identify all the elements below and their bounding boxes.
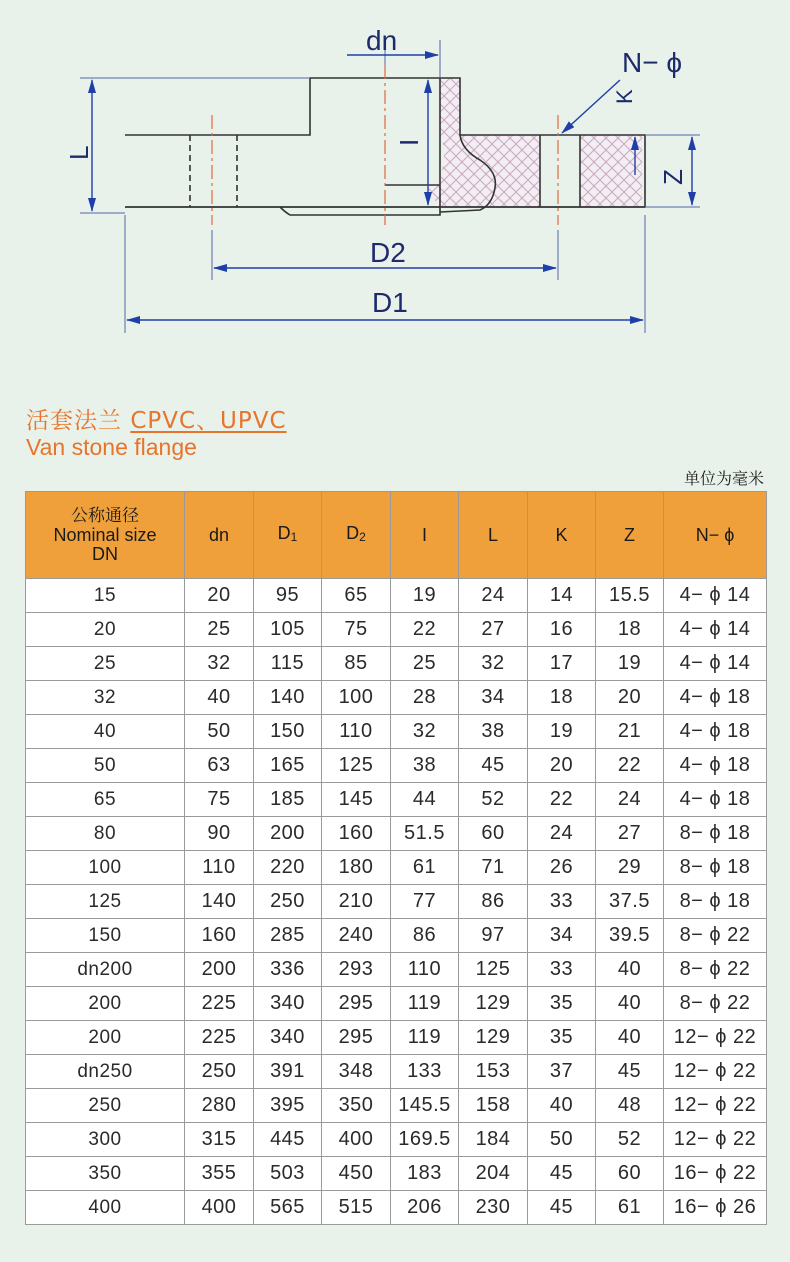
product-title-en: Van stone flange	[26, 434, 197, 460]
table-cell: 100	[26, 851, 185, 885]
table-row	[26, 783, 767, 817]
table-cell: 16− ϕ 26	[664, 1191, 767, 1225]
table-row	[26, 1021, 767, 1055]
table-cell: 8− ϕ 22	[664, 953, 767, 987]
header-d2: $D_2$	[322, 492, 391, 579]
table-cell: 160	[185, 919, 254, 953]
title-cn-prefix: 活套法兰	[26, 408, 131, 434]
table-cell: 12− ϕ 22	[664, 1089, 767, 1123]
table-row	[26, 1055, 767, 1089]
table-cell: 350	[26, 1157, 185, 1191]
table-cell: 445	[254, 1123, 322, 1157]
table-cell: 8− ϕ 18	[664, 851, 767, 885]
table-cell: 12− ϕ 22	[664, 1021, 767, 1055]
table-cell: 24	[596, 783, 664, 817]
table-cell: 29	[596, 851, 664, 885]
table-cell: 24	[528, 817, 596, 851]
table-cell: 204	[459, 1157, 528, 1191]
table-cell: 8− ϕ 18	[664, 885, 767, 919]
table-cell: 160	[322, 817, 391, 851]
table-cell: 14	[528, 579, 596, 613]
table-cell: 28	[391, 681, 459, 715]
table-cell: 206	[391, 1191, 459, 1225]
table-cell: 25	[391, 647, 459, 681]
table-cell: 33	[528, 885, 596, 919]
table-cell: 16	[528, 613, 596, 647]
product-title-cn	[26, 402, 287, 435]
table-cell: 27	[459, 613, 528, 647]
table-cell: 61	[596, 1191, 664, 1225]
table-cell: 336	[254, 953, 322, 987]
table-cell: 110	[185, 851, 254, 885]
header-l: L	[459, 492, 528, 579]
table-cell: 4− ϕ 18	[664, 681, 767, 715]
table-cell: 184	[459, 1123, 528, 1157]
table-cell: 300	[26, 1123, 185, 1157]
table-cell: 145.5	[391, 1089, 459, 1123]
table-cell: 119	[391, 1021, 459, 1055]
table-cell: 35	[528, 1021, 596, 1055]
table-cell: 51.5	[391, 817, 459, 851]
table-cell: 17	[528, 647, 596, 681]
table-cell: 230	[459, 1191, 528, 1225]
table-cell: 26	[528, 851, 596, 885]
table-cell: 180	[322, 851, 391, 885]
table-cell: 65	[322, 579, 391, 613]
table-row	[26, 749, 767, 783]
table-cell: 32	[26, 681, 185, 715]
table-cell: 4− ϕ 18	[664, 749, 767, 783]
table-cell: 395	[254, 1089, 322, 1123]
table-cell: 60	[459, 817, 528, 851]
table-cell: 200	[254, 817, 322, 851]
table-cell: 97	[459, 919, 528, 953]
label-d1: D1	[372, 287, 408, 318]
table-cell: 35	[528, 987, 596, 1021]
table-cell: 400	[322, 1123, 391, 1157]
table-cell: 355	[185, 1157, 254, 1191]
header-nominal-size	[26, 492, 185, 579]
table-row	[26, 851, 767, 885]
table-cell: 348	[322, 1055, 391, 1089]
table-cell: 565	[254, 1191, 322, 1225]
table-row	[26, 953, 767, 987]
table-cell: 140	[254, 681, 322, 715]
table-cell: 60	[596, 1157, 664, 1191]
table-cell: 40	[528, 1089, 596, 1123]
table-cell: 153	[459, 1055, 528, 1089]
table-row	[26, 1089, 767, 1123]
table-cell: 63	[185, 749, 254, 783]
table-cell: 150	[254, 715, 322, 749]
table-cell: 19	[391, 579, 459, 613]
table-cell: 37.5	[596, 885, 664, 919]
table-cell: 133	[391, 1055, 459, 1089]
table-cell: 20	[26, 613, 185, 647]
table-row	[26, 613, 767, 647]
table-cell: 48	[596, 1089, 664, 1123]
table-cell: 105	[254, 613, 322, 647]
spec-table	[25, 491, 767, 1225]
table-cell: 40	[26, 715, 185, 749]
table-cell: 503	[254, 1157, 322, 1191]
table-cell: 129	[459, 987, 528, 1021]
table-cell: 50	[528, 1123, 596, 1157]
table-cell: 75	[322, 613, 391, 647]
table-cell: 45	[459, 749, 528, 783]
table-cell: 129	[459, 1021, 528, 1055]
header-dn: dn	[185, 492, 254, 579]
table-cell: 250	[185, 1055, 254, 1089]
table-cell: 125	[459, 953, 528, 987]
table-cell: 52	[459, 783, 528, 817]
table-cell: 12− ϕ 22	[664, 1123, 767, 1157]
table-cell: 125	[26, 885, 185, 919]
table-cell: 12− ϕ 22	[664, 1055, 767, 1089]
header-nominal-dn: DN	[92, 543, 118, 564]
table-cell: 350	[322, 1089, 391, 1123]
table-cell: 61	[391, 851, 459, 885]
table-cell: 37	[528, 1055, 596, 1089]
table-cell: 40	[596, 1021, 664, 1055]
table-cell: 22	[391, 613, 459, 647]
table-cell: 185	[254, 783, 322, 817]
label-l: L	[64, 145, 94, 160]
table-cell: 8− ϕ 22	[664, 987, 767, 1021]
table-cell: 22	[596, 749, 664, 783]
header-i: I	[391, 492, 459, 579]
header-nominal-cn: 公称通径	[71, 505, 139, 526]
label-k: K	[612, 89, 637, 104]
table-cell: 515	[322, 1191, 391, 1225]
table-cell: 85	[322, 647, 391, 681]
table-cell: 40	[596, 987, 664, 1021]
table-cell: 4− ϕ 18	[664, 783, 767, 817]
table-cell: 16− ϕ 22	[664, 1157, 767, 1191]
table-cell: 340	[254, 987, 322, 1021]
table-row	[26, 987, 767, 1021]
table-cell: 400	[185, 1191, 254, 1225]
table-cell: 4− ϕ 14	[664, 579, 767, 613]
label-dn: dn	[366, 25, 398, 56]
table-cell: 250	[26, 1089, 185, 1123]
header-d1: $D_1$	[254, 492, 322, 579]
dim-n-phi-leader	[562, 80, 620, 133]
table-cell: 340	[254, 1021, 322, 1055]
unit-note: 单位为毫米	[683, 469, 764, 488]
label-z: Z	[658, 169, 688, 185]
table-cell: 110	[322, 715, 391, 749]
table-cell: 38	[391, 749, 459, 783]
table-cell: 293	[322, 953, 391, 987]
table-cell: 34	[459, 681, 528, 715]
table-cell: 165	[254, 749, 322, 783]
table-cell: 125	[322, 749, 391, 783]
table-cell: 450	[322, 1157, 391, 1191]
table-cell: 225	[185, 1021, 254, 1055]
table-cell: 40	[185, 681, 254, 715]
table-cell: 27	[596, 817, 664, 851]
table-cell: 24	[459, 579, 528, 613]
table-cell: 50	[185, 715, 254, 749]
table-cell: 50	[26, 749, 185, 783]
table-cell: 20	[596, 681, 664, 715]
table-cell: 4− ϕ 14	[664, 613, 767, 647]
table-row	[26, 885, 767, 919]
table-cell: 200	[26, 1021, 185, 1055]
table-cell: 295	[322, 987, 391, 1021]
header-nominal-en: Nominal size	[53, 524, 157, 545]
table-cell: 250	[254, 885, 322, 919]
table-header-row	[26, 492, 767, 579]
table-cell: 25	[26, 647, 185, 681]
table-cell: 285	[254, 919, 322, 953]
table-cell: 200	[185, 953, 254, 987]
table-row	[26, 1191, 767, 1225]
table-cell: 183	[391, 1157, 459, 1191]
table-cell: 65	[26, 783, 185, 817]
table-cell: 400	[26, 1191, 185, 1225]
table-cell: 280	[185, 1089, 254, 1123]
title-materials: CPVC、UPVC	[130, 408, 287, 434]
table-cell: 45	[528, 1191, 596, 1225]
table-cell: 32	[459, 647, 528, 681]
table-cell: 315	[185, 1123, 254, 1157]
table-cell: 86	[391, 919, 459, 953]
table-cell: 32	[185, 647, 254, 681]
table-cell: 32	[391, 715, 459, 749]
table-cell: 240	[322, 919, 391, 953]
table-cell: 4− ϕ 14	[664, 647, 767, 681]
table-cell: 158	[459, 1089, 528, 1123]
table-cell: 21	[596, 715, 664, 749]
table-cell: 95	[254, 579, 322, 613]
table-cell: dn250	[26, 1055, 185, 1089]
table-cell: 225	[185, 987, 254, 1021]
table-cell: 110	[391, 953, 459, 987]
table-row	[26, 579, 767, 613]
table-cell: 391	[254, 1055, 322, 1089]
table-cell: 15.5	[596, 579, 664, 613]
header-z: Z	[596, 492, 664, 579]
table-cell: 38	[459, 715, 528, 749]
table-cell: 4− ϕ 18	[664, 715, 767, 749]
table-cell: 115	[254, 647, 322, 681]
table-cell: 145	[322, 783, 391, 817]
label-n-phi: N− ϕ	[622, 47, 683, 78]
table-cell: 20	[528, 749, 596, 783]
table-cell: 18	[528, 681, 596, 715]
table-cell: 86	[459, 885, 528, 919]
label-d2: D2	[370, 237, 406, 268]
table-cell: 39.5	[596, 919, 664, 953]
table-row	[26, 715, 767, 749]
table-cell: 19	[528, 715, 596, 749]
table-cell: 18	[596, 613, 664, 647]
table-cell: 8− ϕ 22	[664, 919, 767, 953]
table-cell: 19	[596, 647, 664, 681]
table-cell: 100	[322, 681, 391, 715]
table-row	[26, 1123, 767, 1157]
table-cell: 25	[185, 613, 254, 647]
table-cell: 45	[596, 1055, 664, 1089]
table-cell: 210	[322, 885, 391, 919]
table-cell: 169.5	[391, 1123, 459, 1157]
table-cell: 22	[528, 783, 596, 817]
table-cell: 119	[391, 987, 459, 1021]
table-cell: 34	[528, 919, 596, 953]
table-cell: 52	[596, 1123, 664, 1157]
table-cell: 8− ϕ 18	[664, 817, 767, 851]
table-cell: 150	[26, 919, 185, 953]
table-cell: 220	[254, 851, 322, 885]
table-cell: 200	[26, 987, 185, 1021]
table-cell: 20	[185, 579, 254, 613]
label-i: I	[394, 138, 424, 146]
table-row	[26, 919, 767, 953]
table-cell: 295	[322, 1021, 391, 1055]
header-k: K	[528, 492, 596, 579]
table-body	[26, 579, 767, 1225]
table-cell: 45	[528, 1157, 596, 1191]
table-cell: 77	[391, 885, 459, 919]
table-cell: 44	[391, 783, 459, 817]
table-row	[26, 681, 767, 715]
table-cell: 80	[26, 817, 185, 851]
table-row	[26, 1157, 767, 1191]
table-cell: 15	[26, 579, 185, 613]
table-row	[26, 647, 767, 681]
table-cell: dn200	[26, 953, 185, 987]
header-n-phi: N− ϕ	[664, 492, 767, 579]
table-cell: 75	[185, 783, 254, 817]
table-cell: 71	[459, 851, 528, 885]
table-cell: 40	[596, 953, 664, 987]
table-cell: 140	[185, 885, 254, 919]
flange-technical-drawing	[0, 0, 790, 380]
table-cell: 33	[528, 953, 596, 987]
table-row	[26, 817, 767, 851]
table-cell: 90	[185, 817, 254, 851]
